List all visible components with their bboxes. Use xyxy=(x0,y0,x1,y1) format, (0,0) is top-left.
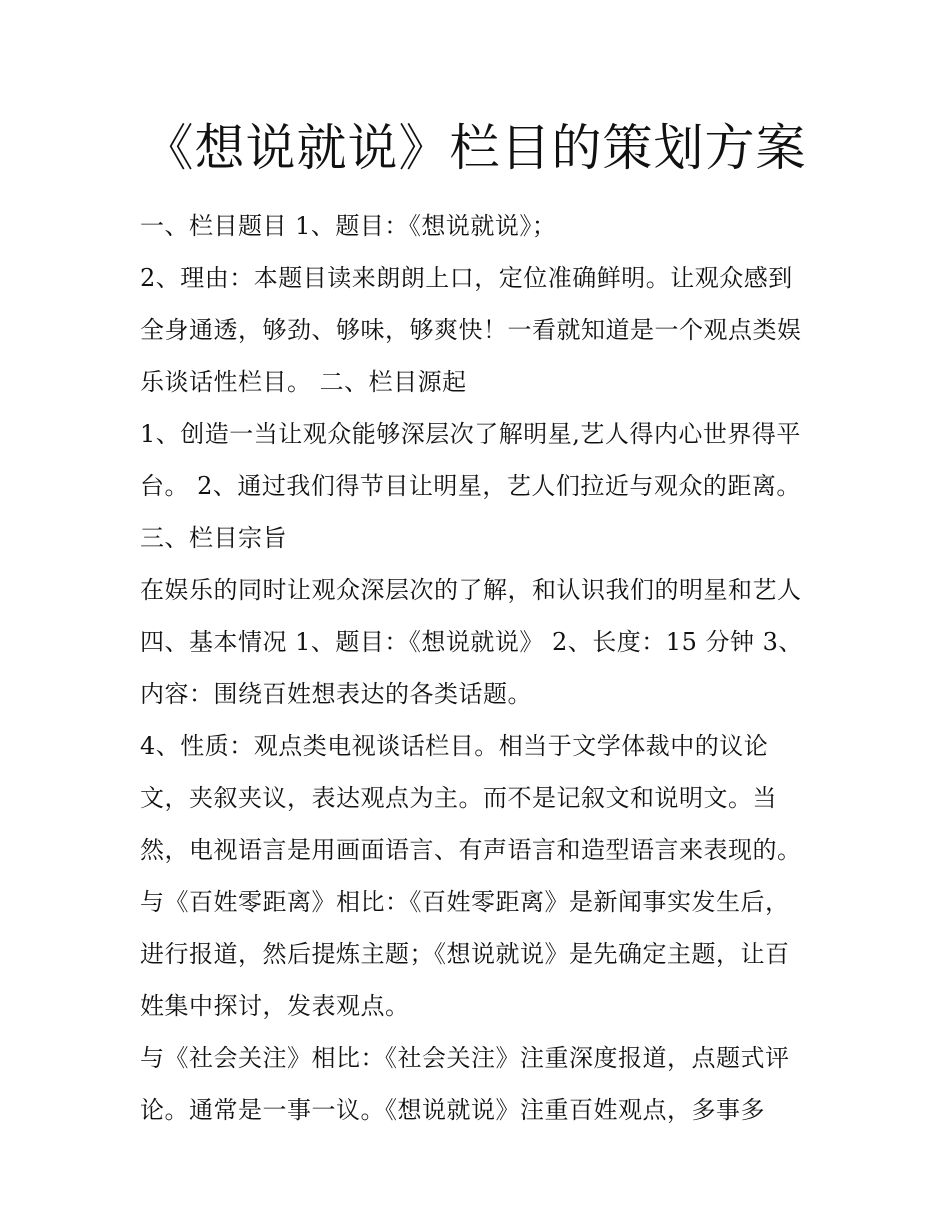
body-line: 1、创造一当让观众能够深层次了解明星,艺人得内心世界得平 xyxy=(140,420,801,448)
body-line: 然，电视语言是用画面语言、有声语言和造型语言来表现的。 xyxy=(140,836,802,864)
body-line: 台。 2、通过我们得节目让明星，艺人们拉近与观众的距离。 xyxy=(140,472,801,500)
body-line: 论。通常是一事一议。《想说就说》注重百姓观点，多事多 xyxy=(140,1096,765,1124)
body-line: 在娱乐的同时让观众深层次的了解，和认识我们的明星和艺人 xyxy=(140,576,802,604)
body-line: 2、理由：本题目读来朗朗上口，定位准确鲜明。让观众感到 xyxy=(140,264,793,292)
body-line: 与《百姓零距离》相比：《百姓零距离》是新闻事实发生后， xyxy=(140,888,790,916)
document-body xyxy=(140,200,830,1136)
body-line: 三、栏目宗旨 xyxy=(140,524,287,552)
body-line: 进行报道，然后提炼主题；《想说就说》是先确定主题，让百 xyxy=(140,940,790,968)
body-line: 全身通透，够劲、够味，够爽快！一看就知道是一个观点类娱 xyxy=(140,316,802,344)
body-line: 姓集中探讨，发表观点。 xyxy=(140,992,410,1020)
body-line: 文，夹叙夹议，表达观点为主。而不是记叙文和说明文。当 xyxy=(140,784,777,812)
body-line: 一、栏目题目 1、题目：《想说就说》； xyxy=(140,212,557,240)
document-title: 《想说就说》栏目的策划方案 xyxy=(143,119,807,177)
body-line: 四、基本情况 1、题目：《想说就说》 2、长度：15 分钟 3、 xyxy=(140,628,803,656)
body-line: 与《社会关注》相比：《社会关注》注重深度报道，点题式评 xyxy=(140,1044,790,1072)
body-line: 4、性质：观点类电视谈话栏目。相当于文学体裁中的议论 xyxy=(140,732,769,760)
body-line: 内容：围绕百姓想表达的各类话题。 xyxy=(140,680,532,708)
body-line: 乐谈话性栏目。 二、栏目源起 xyxy=(140,368,467,396)
